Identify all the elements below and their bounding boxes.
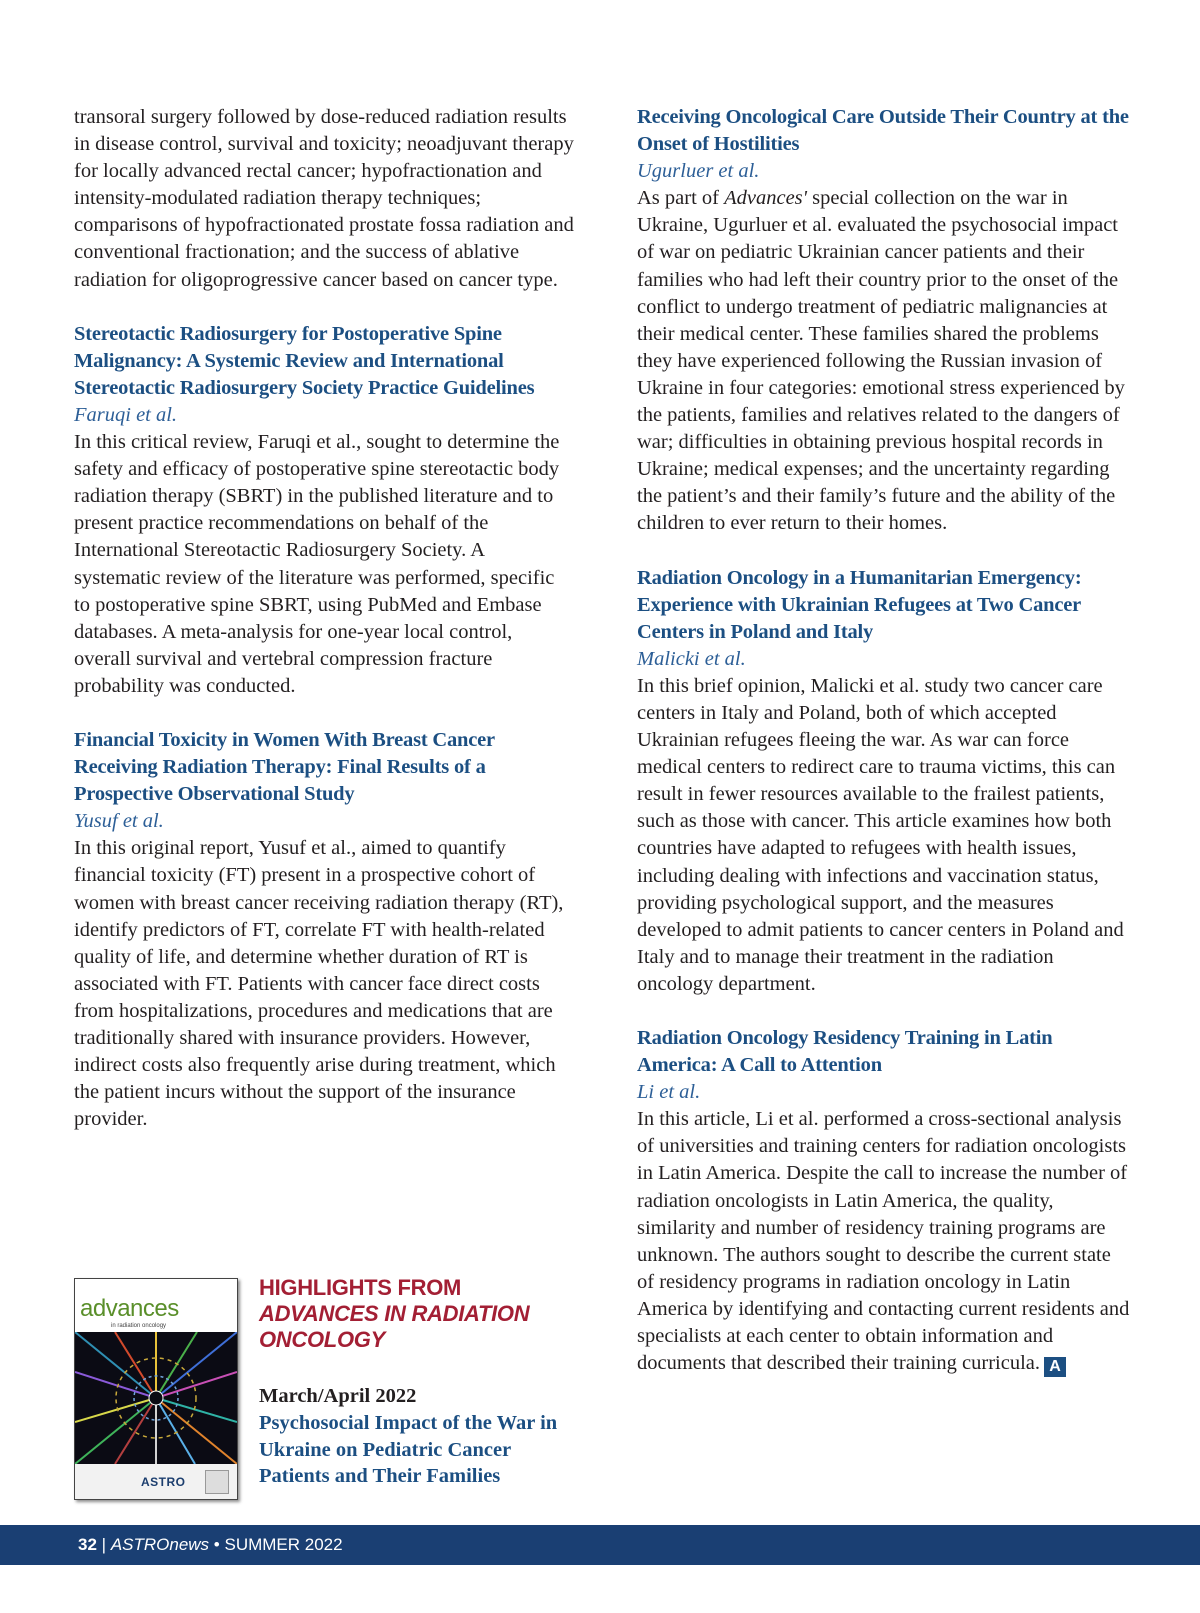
article-faruqi [74, 321, 574, 700]
page-number: 32 [78, 1535, 97, 1554]
article-title: Receiving Oncological Care Outside Their Country at the Onset of Hostilities [637, 106, 1129, 156]
cover-subtitle: in radiation oncology [111, 1323, 167, 1329]
astro-logo: ASTRO [141, 1475, 186, 1489]
highlight-heading [259, 1275, 579, 1353]
article-authors: Yusuf et al. [74, 810, 164, 833]
highlight-heading-line: ONCOLOGY [259, 1327, 385, 1352]
article-authors: Malicki et al. [637, 647, 746, 670]
article-authors: Faruqi et al. [74, 403, 178, 426]
highlight-heading-line: ADVANCES IN RADIATION [259, 1301, 530, 1326]
article-malicki [637, 565, 1132, 999]
article-authors: Li et al. [637, 1081, 701, 1104]
article-title: Radiation Oncology in a Humanitarian Emergency: Experience with Ukrainian Refugees at Two Cancer Centers in Poland and Italy [637, 566, 1082, 643]
article-ugurluer [637, 104, 1132, 538]
intro-paragraph: transoral surgery followed by dose-reduced radiation results in disease control, survival and toxicity; neoadjuvant therapy for locally advanced rectal cancer; hypofractionation and intensity-modulated radiation therapy techniques; comparisons of hypofractionated prostate fossa radiation and conventional fractionation; and the success of ablative radiation for oligoprogressive cancer based on cancer type. [74, 106, 574, 291]
highlight-heading-line: HIGHLIGHTS FROM [259, 1275, 462, 1300]
article-title: Financial Toxicity in Women With Breast Cancer Receiving Radiation Therapy: Final Results of a Prospective Observational Study [74, 728, 495, 806]
right-column [637, 104, 1132, 1404]
journal-highlight [74, 1275, 594, 1504]
astro-end-mark-icon: A [1044, 1357, 1066, 1377]
highlight-text [259, 1275, 579, 1490]
highlight-article-title: Psychosocial Impact of the War in Ukraine on Pediatric Cancer Patients and Their Families [259, 1412, 558, 1487]
cover-title: advances [80, 1295, 179, 1322]
left-column [74, 104, 574, 1160]
highlight-date: March/April 2022 [259, 1385, 417, 1407]
article-body-rest: special collection on the war in Ukraine, Ugurluer et al. evaluated the psychosocial impact of war on pediatric Ukrainian cancer patients and their families who had left their country prior to the onset of the conflict to undergo treatment of pediatric malignancies at their medical center. These families shared the problems they have experienced following the Russian invasion of Ukraine in four categories: emotional stress experienced by the patients, families and relatives related to the dangers of war; difficulties in obtaining previous hospital records in Ukraine; medical expenses; and the uncertainty regarding the patient’s and their family’s future and the ability of the children to ever return to their homes. [637, 187, 1125, 535]
page-footer [0, 1525, 1200, 1565]
journal-name: Advances' [724, 187, 808, 210]
elsevier-logo-icon [205, 1470, 229, 1494]
footer-bullet: • [213, 1535, 220, 1554]
article-body: In this critical review, Faruqi et al., sought to determine the safety and efficacy of postoperative spine stereotactic body radiation therapy (SBRT) in the published literature and to present practice recommendations on behalf of the International Stereotactic Radiosurgery Society. A systematic review of the literature was performed, specific to postoperative spine SBRT, using PubMed and Embase databases. A meta-analysis for one-year local control, overall survival and vertebral compression fracture probability was conducted. [74, 431, 560, 697]
article-body [637, 185, 1132, 537]
article-body [637, 1106, 1132, 1377]
journal-cover-image [74, 1278, 238, 1500]
article-body-text: In this article, Li et al. performed a cross-sectional analysis of universities and training centers for radiation oncologists in Latin America. Despite the call to increase the number of radiation oncologists in Latin America, the quality, similarity and number of residency training programs are unknown. The authors sought to describe the current state of residency programs in radiation oncology in Latin America by identifying and contacting current residents and specialists at each center to obtain information and documents that described their training curricula. [637, 1108, 1130, 1375]
article-yusuf [74, 727, 574, 1133]
footer-text [78, 1525, 343, 1565]
article-title: Stereotactic Radiosurgery for Postoperative Spine Malignancy: A Systemic Review and International Stereotactic Radiosurgery Society Practice Guidelines [74, 322, 535, 399]
cover-artwork [75, 1332, 237, 1464]
article-title: Radiation Oncology Residency Training in Latin America: A Call to Attention [637, 1027, 1053, 1077]
footer-separator: | [101, 1535, 107, 1554]
article-body: In this brief opinion, Malicki et al. study two cancer care centers in Italy and Poland, both of which accepted Ukrainian refugees fleeing the war. As war can force medical centers to redirect care to trauma victims, this can result in fewer resources available to the frailest patients, such as those with cancer. This article examines how both countries have adapted to refugees with health issues, including dealing with infections and vaccination status, providing psychological support, and the measures developed to admit patients to cancer centers in Poland and Italy and to manage their treatment in the radiation oncology department. [637, 674, 1124, 995]
article-authors: Ugurluer et al. [637, 160, 760, 183]
issue-label: SUMMER 2022 [224, 1535, 343, 1554]
article-body: In this original report, Yusuf et al., aimed to quantify financial toxicity (FT) present in a prospective cohort of women with breast cancer receiving radiation therapy (RT), identify predictors of FT, correlate FT with health-related quality of life, and determine whether duration of RT is associated with FT. Patients with cancer face direct costs from hospitalizations, procedures and medications that are traditionally shared with insurance providers. However, indirect costs also frequently arise during treatment, which the patient incurs without the support of the insurance provider. [74, 837, 564, 1131]
cover-footer [75, 1464, 237, 1499]
article-li [637, 1025, 1132, 1377]
publication-name: ASTROnews [110, 1535, 210, 1554]
article-body-lead: As part of [637, 187, 725, 210]
